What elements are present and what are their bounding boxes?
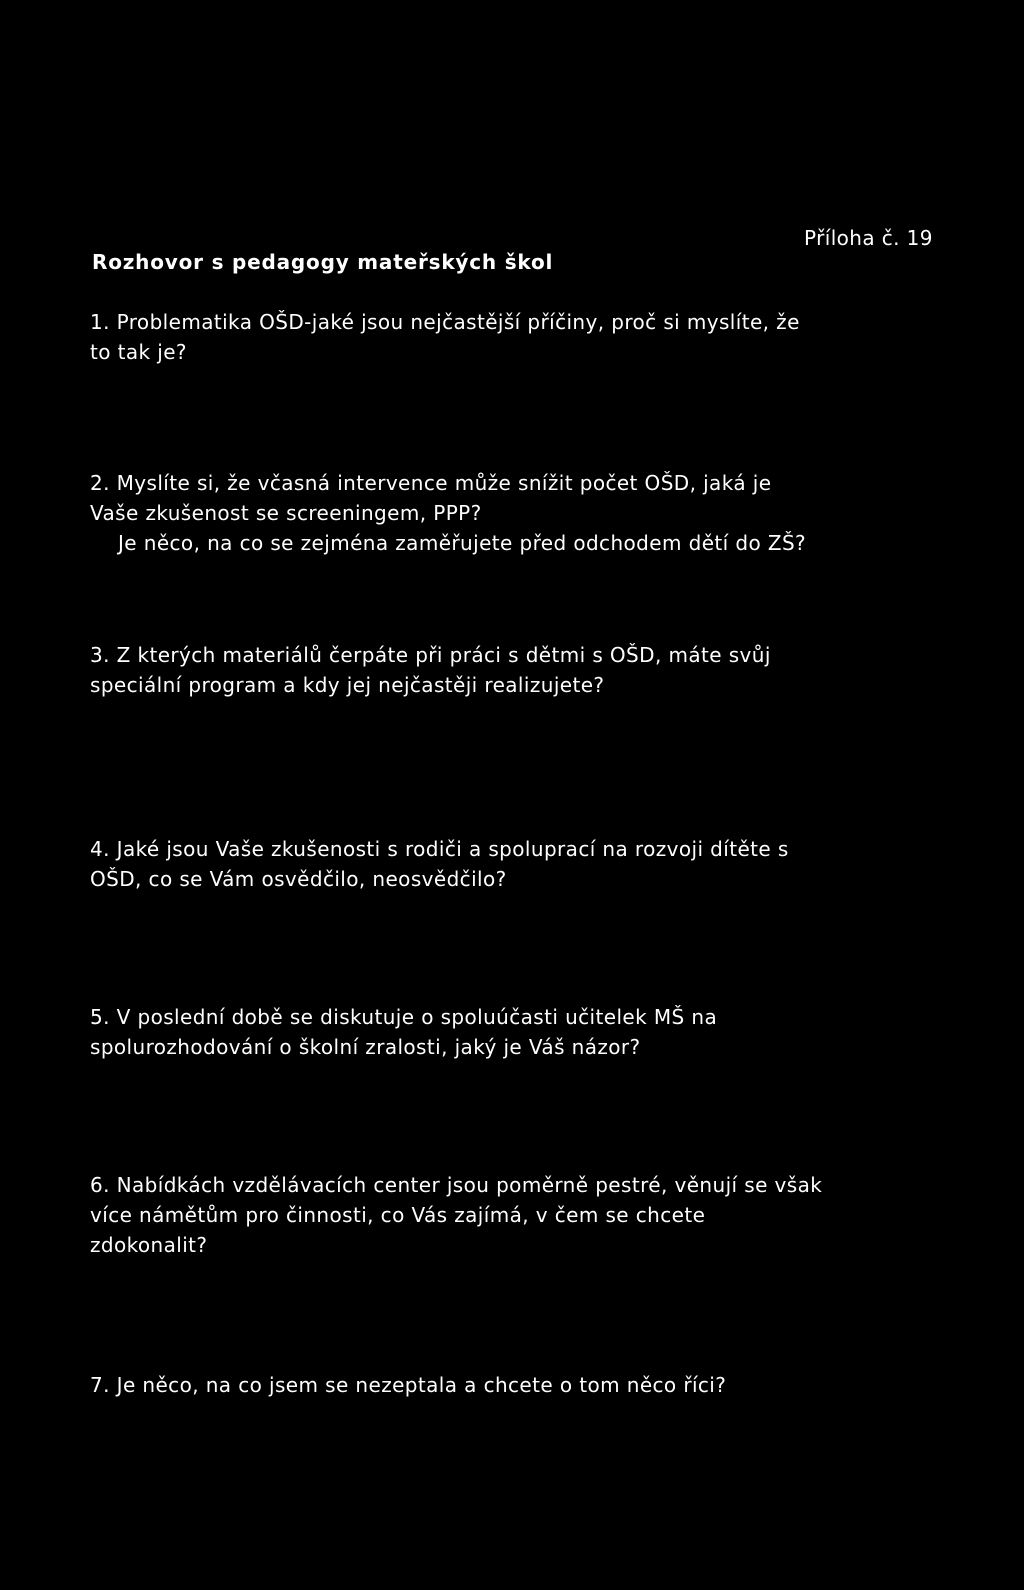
question-2-line-3: Je něco, na co se zejména zaměřujete před odchodem dětí do ZŠ? — [118, 531, 807, 555]
question-7-line-1: 7. Je něco, na co jsem se nezeptala a chcete o tom něco říci? — [90, 1373, 727, 1397]
question-6-line-2: více námětům pro činnosti, co Vás zajímá, v čem se chcete — [90, 1203, 706, 1227]
question-5-line-2: spolurozhodování o školní zralosti, jaký je Váš názor? — [90, 1035, 641, 1059]
question-1-line-1: 1. Problematika OŠD-jaké jsou nejčastější příčiny, proč si myslíte, že — [90, 310, 800, 334]
question-5 — [90, 1002, 970, 1062]
question-5-line-1: 5. V poslední době se diskutuje o spoluúčasti učitelek MŠ na — [90, 1005, 718, 1029]
question-4-line-2: OŠD, co se Vám osvědčilo, neosvědčilo? — [90, 867, 507, 891]
question-4-line-1: 4. Jaké jsou Vaše zkušenosti s rodiči a spoluprací na rozvoji dítěte s — [90, 837, 789, 861]
question-1 — [90, 307, 970, 367]
document-title: Rozhovor s pedagogy mateřských škol — [92, 250, 554, 274]
question-3 — [90, 640, 970, 700]
question-2-line-1: 2. Myslíte si, že včasná intervence může snížit počet OŠD, jaká je — [90, 471, 772, 495]
question-2 — [90, 468, 970, 558]
question-6-line-3: zdokonalit? — [90, 1233, 208, 1257]
question-1-line-2: to tak je? — [90, 340, 187, 364]
question-4 — [90, 834, 970, 894]
question-3-line-1: 3. Z kterých materiálů čerpáte při práci s dětmi s OŠD, máte svůj — [90, 643, 771, 667]
question-6-line-1: 6. Nabídkách vzdělávacích center jsou poměrně pestré, věnují se však — [90, 1173, 823, 1197]
question-2-line-2: Vaše zkušenost se screeningem, PPP? — [90, 501, 482, 525]
question-6 — [90, 1170, 970, 1260]
appendix-label: Příloha č. 19 — [804, 226, 933, 250]
question-7 — [90, 1370, 970, 1400]
question-3-line-2: speciální program a kdy jej nejčastěji realizujete? — [90, 673, 605, 697]
